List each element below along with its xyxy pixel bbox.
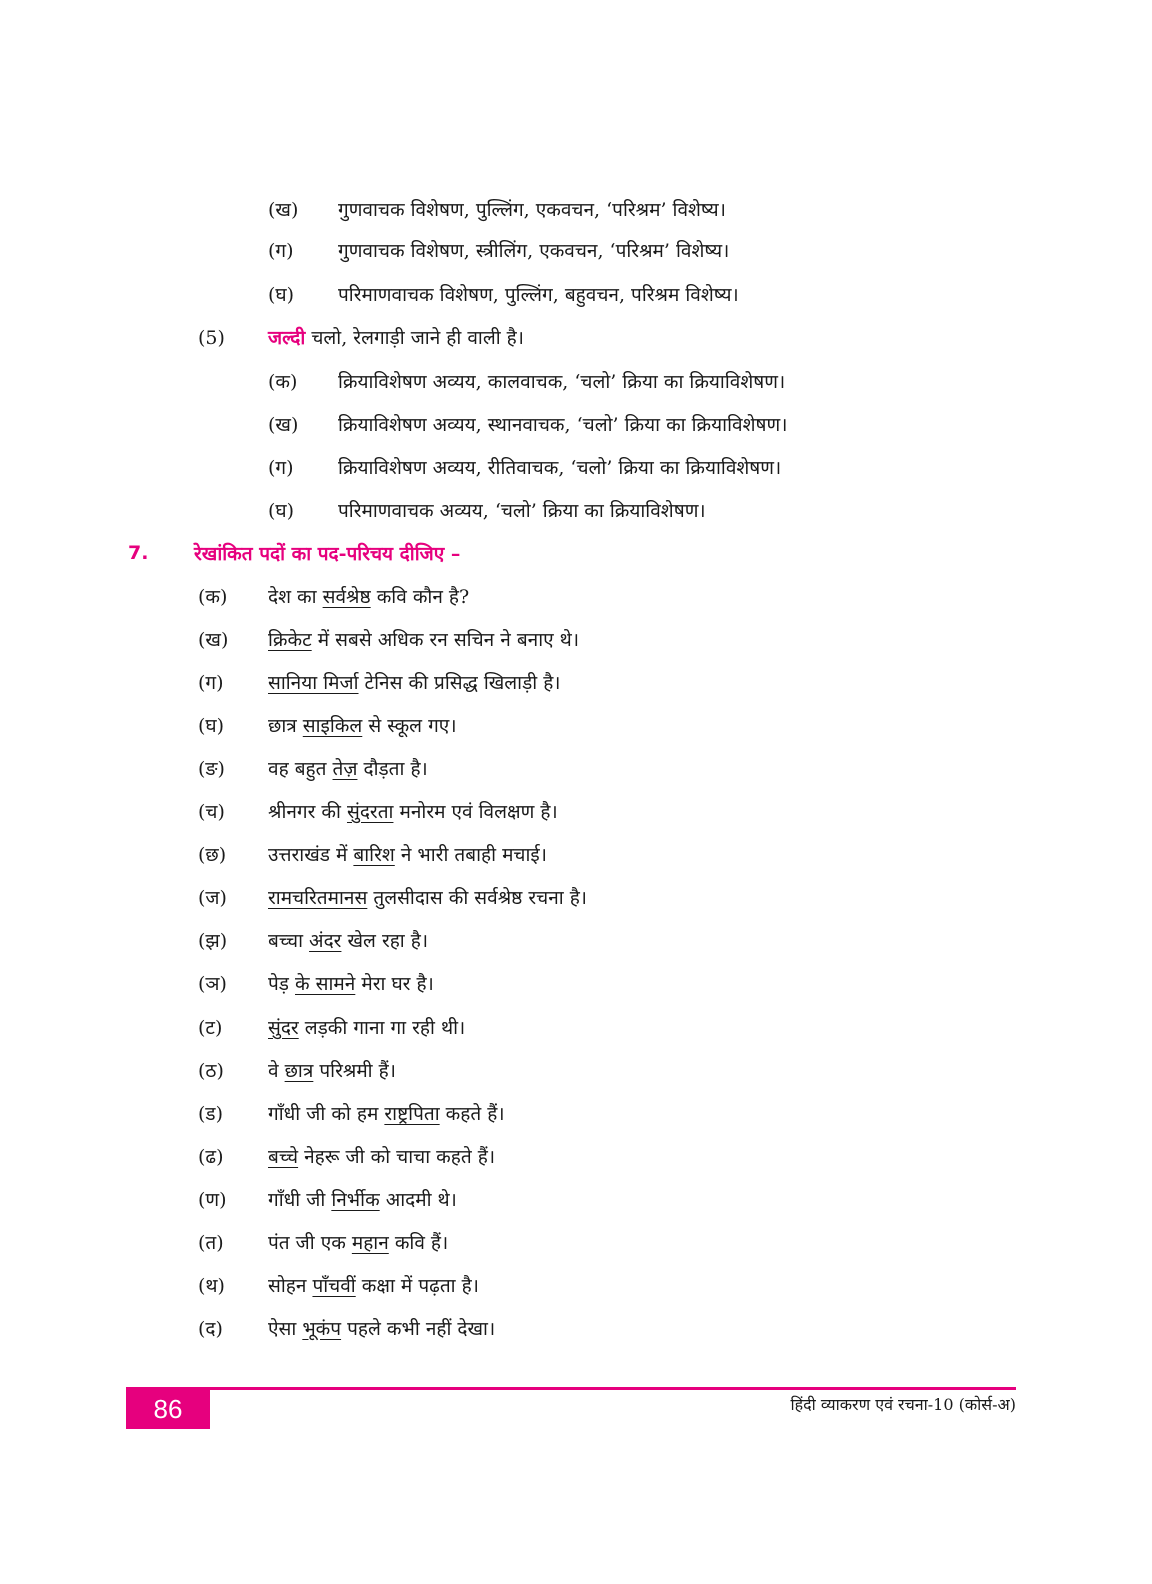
option-label: (क) <box>268 371 298 393</box>
sentence-before: गाँधी जी <box>268 1189 332 1211</box>
option-label: (ग) <box>268 240 294 262</box>
item-label: (ड) <box>198 1103 223 1125</box>
sentence-after: कक्षा में पढ़ता है। <box>355 1275 479 1297</box>
item-sentence <box>268 1230 448 1256</box>
underlined-word: अंदर <box>309 930 342 952</box>
sentence-after: खेल रहा है। <box>341 930 429 952</box>
sentence-before: पंत जी एक <box>268 1232 352 1254</box>
item-sentence <box>268 756 428 782</box>
underlined-word: तेज़ <box>332 758 358 780</box>
sentence-after: कवि कौन है? <box>370 586 470 608</box>
item-label: (द) <box>198 1318 223 1340</box>
page-number: 86 <box>126 1389 210 1429</box>
question-title: रेखांकित पदों का पद-परिचय दीजिए – <box>194 543 461 565</box>
item-label: (त) <box>198 1232 224 1254</box>
underlined-word: बारिश <box>353 844 395 866</box>
sentence-before: श्रीनगर की <box>268 801 347 823</box>
footer-divider <box>126 1387 1016 1390</box>
sentence-before: वह बहुत <box>268 758 333 780</box>
underlined-word: निर्भीक <box>331 1189 380 1211</box>
sentence-after: पहले कभी नहीं देखा। <box>341 1318 496 1340</box>
sentence-before: बच्चा <box>268 930 310 952</box>
option-text: गुणवाचक विशेषण, पुल्लिंग, एकवचन, ‘परिश्रम’ विशेष्य। <box>338 199 726 221</box>
option-text: परिमाणवाचक विशेषण, पुल्लिंग, बहुवचन, परिश्रम विशेष्य। <box>338 284 739 306</box>
item-sentence <box>268 713 457 739</box>
item-label: (च) <box>198 801 225 823</box>
item-sentence <box>268 670 561 696</box>
underlined-word: पाँचवीं <box>312 1275 356 1297</box>
item-label: (घ) <box>198 715 225 737</box>
underlined-word: सुंदरता <box>346 801 394 823</box>
option-label: (घ) <box>268 284 295 306</box>
sentence-after: लड़की गाना गा रही थी। <box>298 1017 466 1039</box>
sentence-after: ने भारी तबाही मचाई। <box>394 844 547 866</box>
underlined-word: सानिया मिर्जा <box>268 672 359 694</box>
option-text: क्रियाविशेषण अव्यय, कालवाचक, ‘चलो’ क्रिया का क्रियाविशेषण। <box>338 371 786 393</box>
option-label: (ग) <box>268 457 294 479</box>
item-label: (ङ) <box>198 758 225 780</box>
sentence-after: आदमी थे। <box>379 1189 457 1211</box>
option-text: परिमाणवाचक अव्यय, ‘चलो’ क्रिया का क्रियाविशेषण। <box>338 500 706 522</box>
item-label: (ठ) <box>198 1060 224 1082</box>
underlined-word: बच्चे <box>268 1146 299 1168</box>
item-sentence <box>268 1144 495 1170</box>
option-text: क्रियाविशेषण अव्यय, रीतिवाचक, ‘चलो’ क्रिया का क्रियाविशेषण। <box>338 457 782 479</box>
question-text <box>268 325 524 351</box>
underlined-word: सर्वश्रेष्ठ <box>322 586 371 608</box>
item-sentence <box>268 971 434 997</box>
item-sentence <box>268 584 469 610</box>
item-sentence <box>268 799 558 825</box>
item-sentence <box>268 928 428 954</box>
sentence-after: कवि हैं। <box>388 1232 449 1254</box>
sentence-after: तुलसीदास की सर्वश्रेष्ठ रचना है। <box>367 887 588 909</box>
underlined-word: रामचरितमानस <box>268 887 368 909</box>
sentence-after: कहते हैं। <box>439 1103 505 1125</box>
sentence-after: परिश्रमी हैं। <box>313 1060 396 1082</box>
item-sentence <box>268 1187 457 1213</box>
item-sentence <box>268 1058 396 1084</box>
underlined-word: छात्र <box>284 1060 314 1082</box>
sentence-after: में सबसे अधिक रन सचिन ने बनाए थे। <box>311 629 580 651</box>
item-label: (ज) <box>198 887 227 909</box>
item-label: (थ) <box>198 1275 225 1297</box>
option-text: क्रियाविशेषण अव्यय, स्थानवाचक, ‘चलो’ क्रिया का क्रियाविशेषण। <box>338 414 788 436</box>
question-number: 7. <box>128 542 149 564</box>
sentence-before: उत्तराखंड में <box>268 844 354 866</box>
option-label: (ख) <box>268 414 299 436</box>
sentence-before: वे <box>268 1060 285 1082</box>
sentence-after: मेरा घर है। <box>355 973 434 995</box>
sentence-after: मनोरम एवं विलक्षण है। <box>393 801 558 823</box>
item-sentence <box>268 1316 495 1342</box>
underlined-word: साइकिल <box>302 715 363 737</box>
question-label: (5) <box>198 327 225 349</box>
option-label: (घ) <box>268 500 295 522</box>
sentence-before: ऐसा <box>268 1318 303 1340</box>
item-label: (ञ) <box>198 973 227 995</box>
sentence-before: पेड़ <box>268 973 295 995</box>
item-label: (क) <box>198 586 228 608</box>
book-title: हिंदी व्याकरण एवं रचना-10 (कोर्स-अ) <box>790 1395 1016 1414</box>
underlined-word: राष्ट्रपिता <box>384 1103 440 1125</box>
item-sentence <box>268 1015 465 1041</box>
item-label: (झ) <box>198 930 228 952</box>
underlined-word: भूकंप <box>302 1318 342 1340</box>
option-label: (ख) <box>268 199 299 221</box>
sentence-before: सोहन <box>268 1275 313 1297</box>
question-rest: चलो, रेलगाड़ी जाने ही वाली है। <box>305 327 524 349</box>
item-label: (ग) <box>198 672 224 694</box>
item-label: (ढ) <box>198 1146 224 1168</box>
item-label: (ण) <box>198 1189 227 1211</box>
highlighted-word: जल्दी <box>268 327 306 349</box>
item-sentence <box>268 842 547 868</box>
underlined-word: के सामने <box>295 973 356 995</box>
sentence-before: देश का <box>268 586 323 608</box>
item-label: (छ) <box>198 844 227 866</box>
sentence-after: दौड़ता है। <box>357 758 428 780</box>
sentence-before: छात्र <box>268 715 303 737</box>
sentence-before: गाँधी जी को हम <box>268 1103 385 1125</box>
sentence-after: नेहरू जी को चाचा कहते हैं। <box>298 1146 496 1168</box>
item-sentence <box>268 627 579 653</box>
item-sentence <box>268 1273 479 1299</box>
item-label: (ट) <box>198 1017 223 1039</box>
underlined-word: महान <box>351 1232 389 1254</box>
sentence-after: से स्कूल गए। <box>362 715 457 737</box>
sentence-after: टेनिस की प्रसिद्ध खिलाड़ी है। <box>358 672 561 694</box>
option-text: गुणवाचक विशेषण, स्त्रीलिंग, एकवचन, ‘परिश्रम’ विशेष्य। <box>338 240 730 262</box>
item-sentence <box>268 885 587 911</box>
underlined-word: सुंदर <box>268 1017 299 1039</box>
underlined-word: क्रिकेट <box>268 629 312 651</box>
item-label: (ख) <box>198 629 229 651</box>
item-sentence <box>268 1101 505 1127</box>
